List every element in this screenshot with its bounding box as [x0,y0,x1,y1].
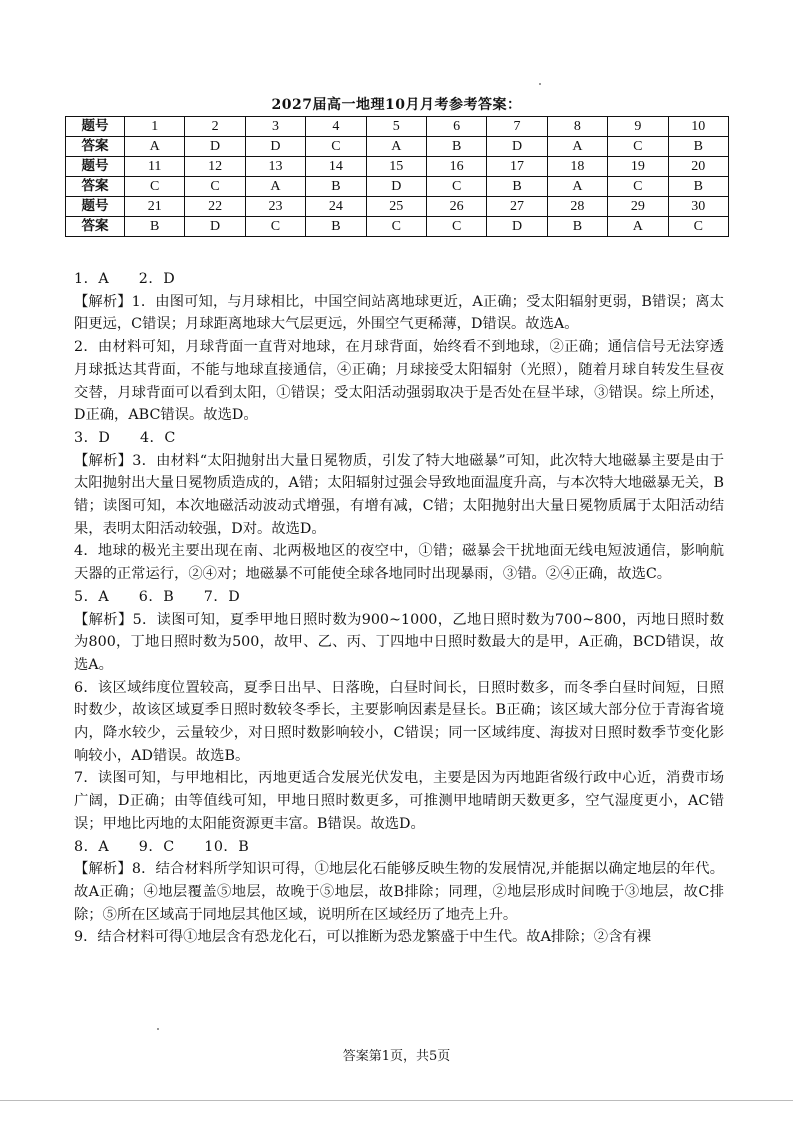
answer-cell: C [245,217,305,237]
question-number-cell: 22 [185,197,245,217]
question-number-cell: 23 [245,197,305,217]
answer-cell: C [125,177,185,197]
question-number-cell: 4 [306,117,366,137]
question-number-cell: 18 [547,157,607,177]
question-number-cell: 12 [185,157,245,177]
question-number-cell: 30 [668,197,728,217]
answer-cell: B [668,137,728,157]
question-number-cell: 2 [185,117,245,137]
answer-cell: D [366,177,426,197]
question-number-cell: 7 [487,117,547,137]
answer-line: 8．A 9．C 10．B [74,838,250,855]
question-number-cell: 5 [366,117,426,137]
question-header-cell: 题号 [66,197,125,217]
answer-line: 1．A 2．D [74,271,176,287]
answer-row [66,177,729,197]
page-title: 2027届高一地理10月月考参考答案： [271,97,522,113]
question-number-cell: 26 [426,197,486,217]
question-number-cell: 17 [487,157,547,177]
answer-line: 5．A 6．B 7．D [74,588,241,605]
explanation-paragraph: 【解析】3．由材料“太阳抛射出大量日冕物质，引发了特大地磁暴”可知，此次特大地磁暴主要是由于太阳抛射出大量日冕物质造成的，A错；太阳辐射过强会导致地面温度升高，与本次特大地磁暴无关，B错；读图可知，本次地磁活动波动式增强，有增有减，C错；太阳抛射出大量日冕物质属于太阳活动结果，表明太阳活动较强，D对。故选D。 [74,452,724,537]
question-number-cell: 1 [125,117,185,137]
explanation-paragraph: 【解析】1．由图可知，与月球相比，中国空间站离地球更近，A正确；受太阳辐射更弱，B错误；离太阳更远，C错误；月球距离地球大气层更远，外围空气更稀薄，D错误。故选A。 [74,293,724,333]
answer-cell: D [487,217,547,237]
explanation-paragraph: 4．地球的极光主要出现在南、北两极地区的夜空中，①错；磁暴会干扰地面无线电短波通信，影响航天器的正常运行，②④对；地磁暴不可能使全球各地同时出现暴雨，③错。②④正确，故选C。 [74,543,724,583]
scan-speck [539,83,541,85]
question-number-cell: 25 [366,197,426,217]
answer-cell: B [547,217,607,237]
answer-cell: C [185,177,245,197]
question-number-cell: 10 [668,117,728,137]
explanation-paragraph: 9．结合材料可得①地层含有恐龙化石，可以推断为恐龙繁盛于中生代。故A排除；②含有裸 [74,929,651,946]
explanations [74,268,724,949]
answer-cell: D [487,137,547,157]
question-number-cell: 9 [608,117,668,137]
answer-header-cell: 答案 [66,217,125,237]
answer-cell: A [366,137,426,157]
answer-cell: B [125,217,185,237]
answer-cell: A [547,137,607,157]
answer-cell: C [306,137,366,157]
question-number-cell: 19 [608,157,668,177]
answer-row [66,217,729,237]
answer-cell: D [245,137,305,157]
question-number-cell: 3 [245,117,305,137]
question-number-cell: 14 [306,157,366,177]
question-number-cell: 20 [668,157,728,177]
question-header-cell: 题号 [66,157,125,177]
question-number-cell: 21 [125,197,185,217]
question-number-cell: 15 [366,157,426,177]
answer-cell: C [366,217,426,237]
answer-cell: C [608,137,668,157]
question-number-cell: 29 [608,197,668,217]
explanation-paragraph: 【解析】5．读图可知，夏季甲地日照时数为900~1000，乙地日照时数为700~800，丙地日照时数为800，丁地日照时数为500，故甲、乙、丙、丁四地中日照时数最大的是甲，A正确，BCD错误，故选A。 [74,611,724,673]
question-number-cell: 11 [125,157,185,177]
question-number-cell: 6 [426,117,486,137]
answer-cell: D [185,217,245,237]
answer-cell: C [426,177,486,197]
question-number-row [66,117,729,137]
answer-cell: B [487,177,547,197]
question-number-cell: 27 [487,197,547,217]
answer-cell: B [306,177,366,197]
answer-cell: A [608,217,668,237]
answer-cell: D [185,137,245,157]
answer-row [66,137,729,157]
question-header-cell: 题号 [66,117,125,137]
question-number-cell: 8 [547,117,607,137]
question-number-cell: 28 [547,197,607,217]
answer-cell: A [245,177,305,197]
answer-cell: B [306,217,366,237]
scan-speck [157,1028,159,1030]
answer-cell: A [547,177,607,197]
explanation-paragraph: 6．该区域纬度位置较高，夏季日出早、日落晚，白昼时间长，日照时数多，而冬季白昼时间短，日照时数少，故该区域夏季日照时数较冬季长，主要影响因素是昼长。B正确；该区域大部分位于青海省境内，降水较少，云量较少，对日照时数影响较小，C错误；同一区域纬度、海拔对日照时数季节变化影响较小，AD错误。故选B。 [74,679,724,764]
answer-header-cell: 答案 [66,137,125,157]
question-number-cell: 24 [306,197,366,217]
explanation-paragraph: 【解析】8．结合材料所学知识可得，①地层化石能够反映生物的发展情况,并能据以确定地层的年代。故A正确；④地层覆盖⑤地层，故晚于⑤地层，故B排除；同理，②地层形成时间晚于③地层，故C排除；⑤所在区域高于同地层其他区域，说明所在区域经历了地壳上升。 [74,861,724,923]
question-number-cell: 16 [426,157,486,177]
answer-cell: A [125,137,185,157]
explanation-paragraph: 2．由材料可知，月球背面一直背对地球，在月球背面，始终看不到地球，②正确；通信信号无法穿透月球抵达其背面，不能与地球直接通信，④正确；月球接受太阳辐射（光照），随着月球自转发生昼夜交替，月球背面可以看到太阳，①错误；受太阳活动强弱取决于是否处在昼半球，③错误。综上所述，D正确，ABC错误。故选D。 [74,339,724,424]
question-number-cell: 13 [245,157,305,177]
page-edge-line [0,1100,793,1101]
answer-cell: B [426,137,486,157]
question-number-row [66,197,729,217]
answer-cell: C [426,217,486,237]
answer-header-cell: 答案 [66,177,125,197]
answer-key-table [65,116,729,237]
answer-cell: B [668,177,728,197]
page-footer: 答案第1页，共5页 [342,1049,451,1064]
answer-cell: C [668,217,728,237]
explanation-paragraph: 7．读图可知，与甲地相比，丙地更适合发展光伏发电，主要是因为丙地距省级行政中心近，消费市场广阔，D正确；由等值线可知，甲地日照时数更多，可推测甲地晴朗天数更多，空气湿度更小，AC错误；甲地比丙地的太阳能资源更丰富。B错误。故选D。 [74,770,724,832]
answer-cell: C [608,177,668,197]
answer-line: 3．D 4．C [74,429,176,446]
question-number-row [66,157,729,177]
